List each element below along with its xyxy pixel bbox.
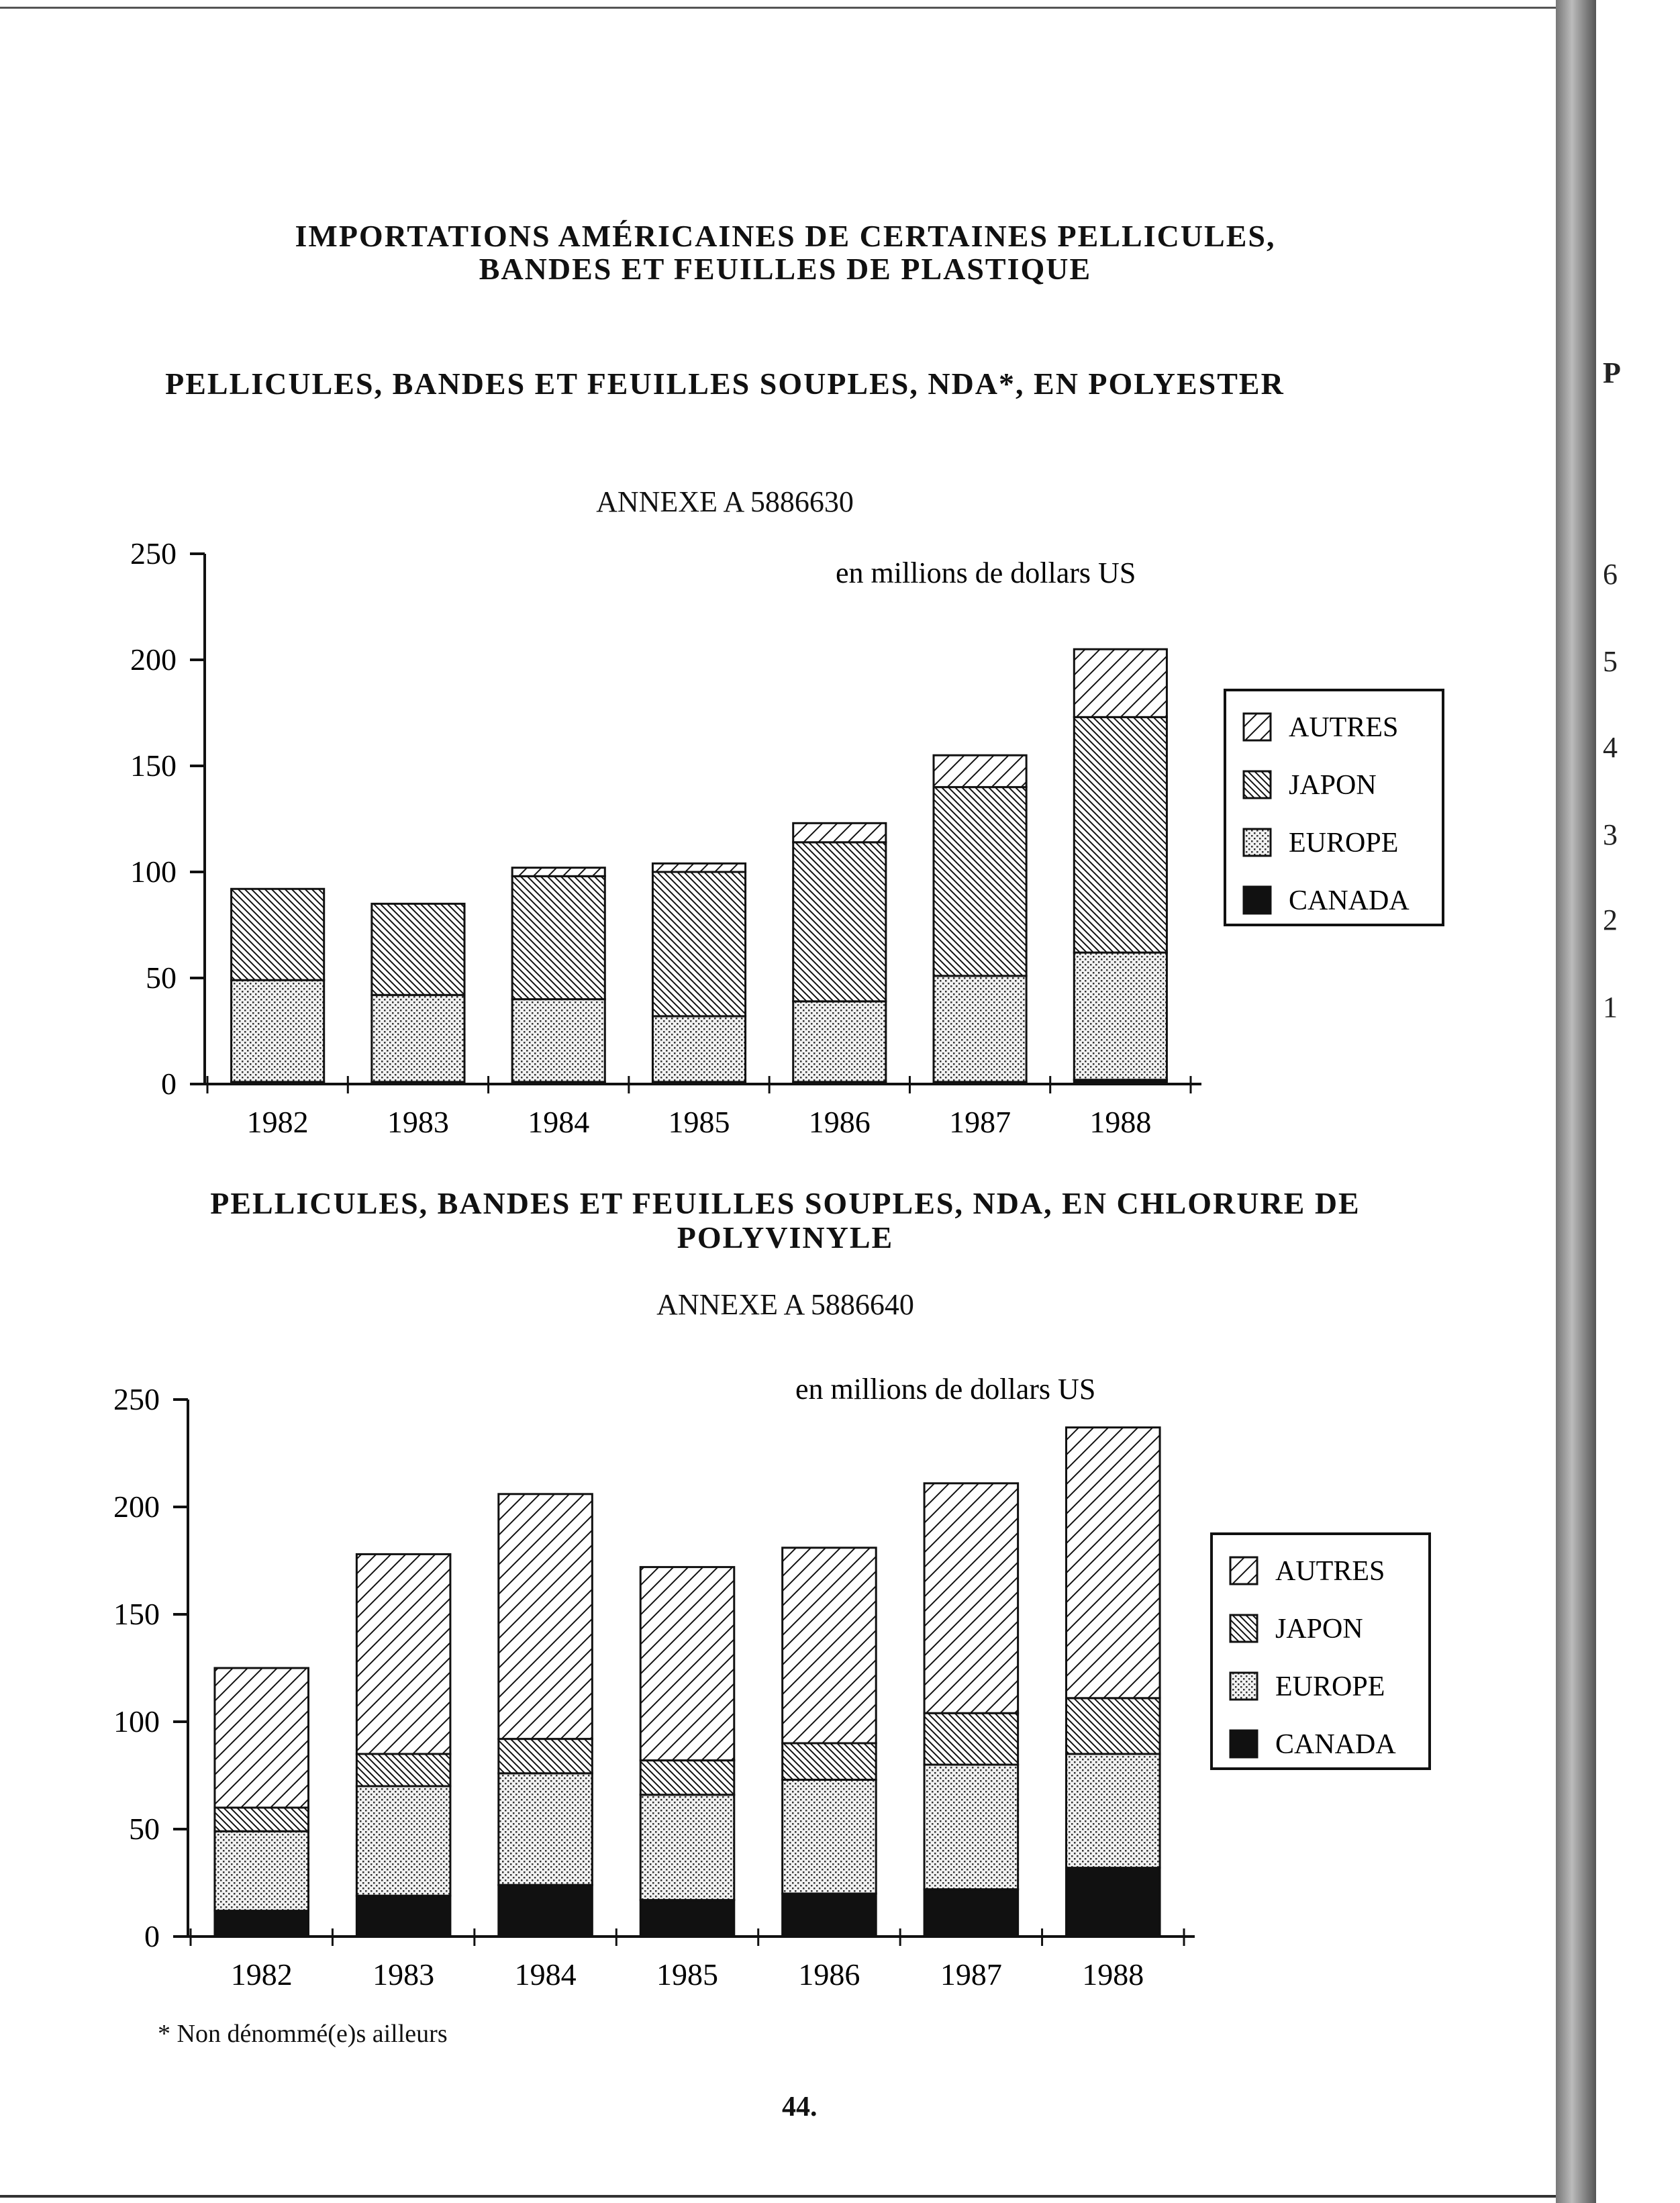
y-tick-label: 250 bbox=[113, 1382, 160, 1416]
legend-label-canada: CANADA bbox=[1275, 1729, 1396, 1760]
chart-2-subtitle: ANNEXE A 5886640 bbox=[656, 1288, 914, 1321]
chart-2-svg bbox=[0, 1369, 1544, 2027]
unit-label: en millions de dollars US bbox=[795, 1373, 1096, 1406]
legend-label-autres: AUTRES bbox=[1275, 1556, 1385, 1587]
bar-segment-japon bbox=[934, 787, 1026, 976]
x-tick-label: 1984 bbox=[528, 1105, 590, 1139]
x-tick-label: 1985 bbox=[656, 1957, 718, 1992]
neighbor-fragment: 1 bbox=[1603, 991, 1618, 1024]
chart-1-subtitle: ANNEXE A 5886630 bbox=[596, 485, 854, 518]
legend-label-europe: EUROPE bbox=[1275, 1671, 1385, 1702]
legend-swatch-europe bbox=[1244, 829, 1271, 856]
main-title-line-2: BANDES ET FEUILLES DE PLASTIQUE bbox=[479, 252, 1092, 286]
y-tick-label: 250 bbox=[130, 536, 177, 571]
x-tick-label: 1984 bbox=[514, 1957, 577, 1992]
bar-segment-japon bbox=[499, 1739, 593, 1773]
bar-segment-europe bbox=[1067, 1754, 1160, 1868]
legend-swatch-autres bbox=[1230, 1557, 1257, 1584]
neighbor-fragment: 6 bbox=[1603, 558, 1618, 591]
legend-label-canada: CANADA bbox=[1289, 885, 1410, 916]
y-tick-label: 50 bbox=[129, 1812, 160, 1846]
bar-segment-japon bbox=[232, 889, 324, 980]
legend-label-japon: JAPON bbox=[1275, 1614, 1363, 1645]
main-title bbox=[101, 218, 1470, 287]
bar-segment-autres bbox=[640, 1567, 734, 1761]
y-tick-label: 150 bbox=[130, 748, 177, 783]
bar-segment-autres bbox=[512, 868, 605, 877]
x-tick-label: 1982 bbox=[230, 1957, 293, 1992]
bar-segment-japon bbox=[640, 1761, 734, 1795]
bar-segment-canada bbox=[783, 1894, 877, 1937]
bar-segment-japon bbox=[356, 1754, 450, 1786]
bar-segment-autres bbox=[924, 1483, 1018, 1713]
bar-segment-europe bbox=[934, 976, 1026, 1082]
x-tick-label: 1983 bbox=[387, 1105, 449, 1139]
y-tick-label: 200 bbox=[130, 642, 177, 677]
x-tick-label: 1987 bbox=[949, 1105, 1011, 1139]
bar-segment-europe bbox=[215, 1831, 309, 1910]
neighbor-page-edge bbox=[1596, 0, 1680, 2203]
bar-segment-europe bbox=[512, 999, 605, 1082]
bar-segment-europe bbox=[372, 995, 464, 1082]
x-tick-label: 1983 bbox=[373, 1957, 435, 1992]
bar-segment-canada bbox=[1067, 1868, 1160, 1937]
bar-segment-japon bbox=[783, 1743, 877, 1779]
neighbor-fragment: 2 bbox=[1603, 903, 1618, 936]
bar-segment-europe bbox=[793, 1001, 886, 1082]
bar-segment-japon bbox=[652, 872, 745, 1016]
y-tick-label: 0 bbox=[161, 1067, 177, 1101]
unit-label: en millions de dollars US bbox=[836, 556, 1136, 589]
y-tick-label: 100 bbox=[113, 1704, 160, 1739]
x-tick-label: 1986 bbox=[808, 1105, 871, 1139]
chart-2-title bbox=[134, 1187, 1436, 1255]
bar-segment-europe bbox=[924, 1765, 1018, 1890]
neighbor-fragment: 4 bbox=[1603, 731, 1618, 764]
x-tick-label: 1986 bbox=[798, 1957, 860, 1992]
x-tick-label: 1987 bbox=[940, 1957, 1002, 1992]
bar-segment-japon bbox=[1067, 1698, 1160, 1754]
x-tick-label: 1988 bbox=[1089, 1105, 1152, 1139]
neighbor-fragment: 5 bbox=[1603, 645, 1618, 678]
bar-segment-autres bbox=[1067, 1428, 1160, 1698]
x-tick-label: 1982 bbox=[246, 1105, 309, 1139]
book-spine-shadow bbox=[1556, 0, 1596, 2203]
bar-segment-europe bbox=[1074, 952, 1167, 1080]
bar-segment-canada bbox=[924, 1890, 1018, 1937]
bar-segment-europe bbox=[232, 980, 324, 1082]
legend-swatch-autres bbox=[1244, 714, 1271, 740]
x-tick-label: 1985 bbox=[668, 1105, 730, 1139]
bar-segment-autres bbox=[1074, 649, 1167, 717]
bar-segment-japon bbox=[372, 903, 464, 995]
y-tick-label: 0 bbox=[144, 1919, 160, 1953]
bar-segment-europe bbox=[783, 1779, 877, 1894]
bar-segment-canada bbox=[640, 1900, 734, 1937]
top-rule bbox=[0, 7, 1556, 9]
neighbor-fragment: 3 bbox=[1603, 818, 1618, 851]
bar-segment-autres bbox=[793, 823, 886, 842]
legend-label-japon: JAPON bbox=[1289, 770, 1377, 801]
bar-segment-canada bbox=[499, 1885, 593, 1937]
neighbor-fragment: P bbox=[1603, 356, 1621, 389]
bar-segment-japon bbox=[512, 876, 605, 999]
y-tick-label: 200 bbox=[113, 1489, 160, 1524]
legend-swatch-japon bbox=[1230, 1615, 1257, 1642]
bar-segment-autres bbox=[215, 1668, 309, 1808]
bar-segment-autres bbox=[652, 863, 745, 872]
chart-2-title-text: PELLICULES, BANDES ET FEUILLES SOUPLES, NDA, EN CHLORURE DE POLYVINYLE bbox=[210, 1186, 1361, 1255]
bar-segment-japon bbox=[215, 1808, 309, 1831]
bottom-rule bbox=[0, 2195, 1556, 2198]
bar-segment-europe bbox=[652, 1016, 745, 1082]
x-tick-label: 1988 bbox=[1082, 1957, 1144, 1992]
bar-segment-autres bbox=[934, 755, 1026, 787]
legend-swatch-canada bbox=[1230, 1730, 1257, 1757]
page-number: 44. bbox=[782, 2092, 818, 2122]
bar-segment-autres bbox=[783, 1548, 877, 1743]
legend-label-autres: AUTRES bbox=[1289, 712, 1399, 743]
bar-segment-autres bbox=[356, 1554, 450, 1754]
bar-segment-europe bbox=[356, 1786, 450, 1896]
bar-segment-europe bbox=[640, 1795, 734, 1900]
chart-1-svg bbox=[0, 524, 1544, 1181]
bar-segment-japon bbox=[924, 1713, 1018, 1765]
bar-segment-japon bbox=[793, 842, 886, 1001]
bar-segment-autres bbox=[499, 1494, 593, 1739]
bar-segment-europe bbox=[499, 1773, 593, 1885]
bar-segment-japon bbox=[1074, 717, 1167, 952]
y-tick-label: 150 bbox=[113, 1597, 160, 1631]
bar-segment-canada bbox=[215, 1911, 309, 1937]
legend-swatch-europe bbox=[1230, 1673, 1257, 1700]
y-tick-label: 50 bbox=[146, 961, 177, 995]
legend-swatch-japon bbox=[1244, 771, 1271, 798]
y-tick-label: 100 bbox=[130, 854, 177, 889]
legend-label-europe: EUROPE bbox=[1289, 828, 1399, 859]
main-title-line-1: IMPORTATIONS AMÉRICAINES DE CERTAINES PELLICULES, bbox=[295, 219, 1276, 253]
footnote: * Non dénommé(e)s ailleurs bbox=[158, 2020, 448, 2048]
legend-swatch-canada bbox=[1244, 887, 1271, 914]
bar-segment-canada bbox=[356, 1896, 450, 1937]
chart-1-title: PELLICULES, BANDES ET FEUILLES SOUPLES, NDA*, EN POLYESTER bbox=[165, 366, 1285, 401]
